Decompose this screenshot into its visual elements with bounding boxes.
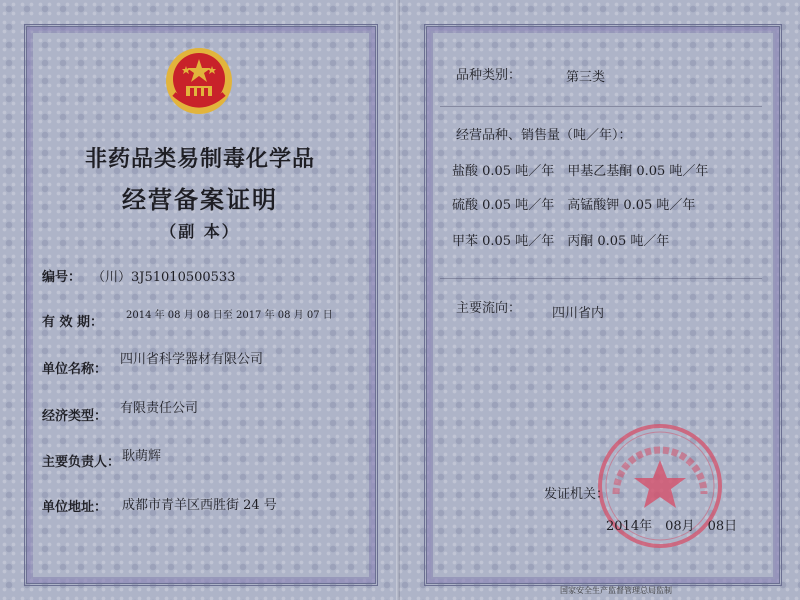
- sales-line-3: 甲苯 0.05 吨／年 丙酮 0.05 吨／年: [452, 234, 670, 249]
- address-value: 成都市青羊区西胜街 24 号: [122, 498, 277, 513]
- validity-value: 2014 年 08 月 08 日至 2017 年 08 月 07 日: [126, 310, 333, 321]
- title-line-2: 经营备案证明: [122, 185, 278, 214]
- company-name-label: 单位名称：: [42, 362, 108, 377]
- title-line-1: 非药品类易制毒化学品: [84, 146, 315, 172]
- national-emblem-icon: [162, 44, 236, 118]
- divider-2: [440, 278, 762, 279]
- category-value: 第三类: [566, 70, 606, 85]
- responsible-person-label: 主要负责人：: [42, 455, 121, 470]
- footer-note: 国家安全生产监督管理总局监制: [560, 586, 672, 595]
- issue-date: 2014年 08月 08日: [606, 519, 738, 534]
- address-label: 单位地址：: [42, 500, 108, 515]
- company-name-value: 四川省科学器材有限公司: [120, 352, 264, 367]
- economic-type-label: 经济类型：: [42, 409, 108, 424]
- divider-1: [440, 106, 762, 107]
- economic-type-value: 有限责任公司: [120, 401, 199, 416]
- sales-line-1: 盐酸 0.05 吨／年 甲基乙基酮 0.05 吨／年: [452, 164, 709, 179]
- number-label: 编号：: [42, 270, 82, 285]
- category-label: 品种类别：: [456, 68, 522, 83]
- issuer-label: 发证机关：: [544, 487, 610, 502]
- responsible-person-value: 耿萌辉: [122, 449, 162, 464]
- title-line-3: （副 本）: [160, 222, 240, 241]
- validity-label: 有 效 期：: [42, 315, 104, 330]
- flow-label: 主要流向：: [456, 301, 522, 316]
- sales-label: 经营品种、销售量（吨／年）：: [456, 128, 632, 143]
- flow-value: 四川省内: [552, 306, 605, 321]
- number-value: （川）3J51010500533: [92, 270, 236, 285]
- sales-line-2: 硫酸 0.05 吨／年 高锰酸钾 0.05 吨／年: [452, 198, 696, 213]
- page-fold: [396, 0, 400, 600]
